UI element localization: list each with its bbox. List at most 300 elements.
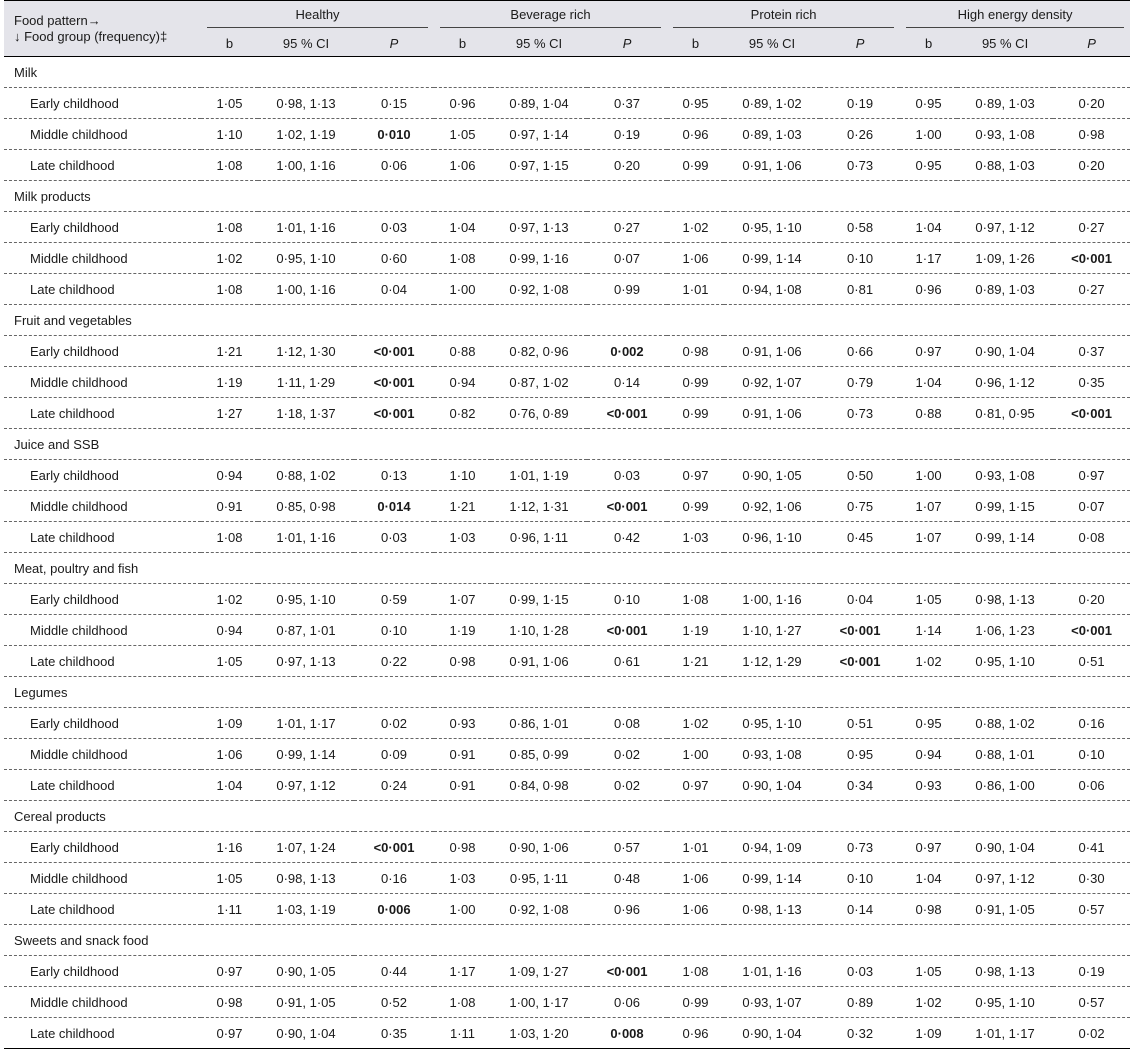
p-value: 0·002 <box>587 336 667 367</box>
category-label: Meat, poultry and fish <box>4 553 1130 584</box>
b-value: 1·17 <box>900 243 957 274</box>
ci-value: 0·88, 1·03 <box>957 150 1053 181</box>
b-value: 0·99 <box>667 367 724 398</box>
ci-value: 0·90, 1·06 <box>491 832 587 863</box>
p-column-header: P <box>622 35 632 51</box>
ci-value: 1·12, 1·31 <box>491 491 587 522</box>
b-value: 1·03 <box>667 522 724 553</box>
row-label: Middle childhood <box>4 243 201 274</box>
table-row <box>4 708 1130 739</box>
ci-value: 0·93, 1·08 <box>724 739 820 770</box>
results-table-container <box>4 0 1112 1049</box>
p-value: 0·13 <box>354 460 434 491</box>
table-row <box>4 336 1130 367</box>
ci-value: 0·91, 1·06 <box>724 150 820 181</box>
ci-value: 0·89, 1·03 <box>957 274 1053 305</box>
ci-value: 1·09, 1·27 <box>491 956 587 987</box>
b-value: 0·98 <box>434 646 491 677</box>
b-value: 0·91 <box>201 491 258 522</box>
b-value: 0·94 <box>434 367 491 398</box>
row-label: Late childhood <box>4 274 201 305</box>
p-value: <0·001 <box>587 615 667 646</box>
ci-value: 1·12, 1·30 <box>258 336 354 367</box>
p-value: 0·19 <box>1053 956 1130 987</box>
ci-value: 0·85, 0·98 <box>258 491 354 522</box>
table-row <box>4 863 1130 894</box>
b-value: 1·02 <box>667 708 724 739</box>
category-row <box>4 57 1130 88</box>
b-value: 1·05 <box>201 863 258 894</box>
results-table <box>4 0 1130 1049</box>
food-group-label: ↓ Food group (frequency)‡ <box>14 28 168 44</box>
p-value: 0·81 <box>820 274 900 305</box>
table-row <box>4 243 1130 274</box>
b-value: 0·93 <box>900 770 957 801</box>
ci-value: 0·95, 1·10 <box>724 708 820 739</box>
p-value: 0·03 <box>354 212 434 243</box>
b-value: 1·05 <box>434 119 491 150</box>
table-row <box>4 522 1130 553</box>
b-value: 0·97 <box>900 832 957 863</box>
ci-value: 0·97, 1·13 <box>491 212 587 243</box>
p-value: 0·35 <box>1053 367 1130 398</box>
ci-value: 0·91, 1·06 <box>491 646 587 677</box>
p-value: 0·09 <box>354 739 434 770</box>
ci-value: 0·81, 0·95 <box>957 398 1053 429</box>
b-value: 1·08 <box>434 243 491 274</box>
p-value: 0·34 <box>820 770 900 801</box>
row-label: Middle childhood <box>4 615 201 646</box>
b-column-header: b <box>225 35 234 51</box>
ci-value: 1·00, 1·17 <box>491 987 587 1018</box>
category-label: Sweets and snack food <box>4 925 1130 956</box>
b-value: 1·21 <box>667 646 724 677</box>
row-label: Late childhood <box>4 522 201 553</box>
ci-value: 0·99, 1·16 <box>491 243 587 274</box>
ci-value: 0·98, 1·13 <box>258 88 354 119</box>
b-value: 1·02 <box>667 212 724 243</box>
b-value: 1·08 <box>201 212 258 243</box>
b-value: 1·08 <box>201 150 258 181</box>
b-value: 1·00 <box>667 739 724 770</box>
category-label: Juice and SSB <box>4 429 1130 460</box>
table-row <box>4 615 1130 646</box>
b-value: 1·11 <box>201 894 258 925</box>
ci-value: 0·76, 0·89 <box>491 398 587 429</box>
b-value: 0·98 <box>667 336 724 367</box>
p-value: 0·99 <box>587 274 667 305</box>
ci-value: 0·97, 1·12 <box>258 770 354 801</box>
b-value: 0·98 <box>434 832 491 863</box>
p-value: 0·98 <box>1053 119 1130 150</box>
b-value: 1·05 <box>900 956 957 987</box>
p-value: 0·20 <box>1053 88 1130 119</box>
ci-value: 0·92, 1·08 <box>491 274 587 305</box>
ci-value: 0·87, 1·01 <box>258 615 354 646</box>
ci-value: 0·89, 1·04 <box>491 88 587 119</box>
p-value: 0·19 <box>587 119 667 150</box>
ci-value: 0·94, 1·08 <box>724 274 820 305</box>
row-header-cell <box>4 1 201 57</box>
b-value: 0·99 <box>667 150 724 181</box>
p-value: 0·03 <box>354 522 434 553</box>
table-row <box>4 584 1130 615</box>
b-value: 0·94 <box>900 739 957 770</box>
b-value: 1·08 <box>434 987 491 1018</box>
ci-column-header: 95 % CI <box>515 35 563 51</box>
row-label: Early childhood <box>4 708 201 739</box>
p-value: 0·73 <box>820 398 900 429</box>
ci-value: 0·89, 1·02 <box>724 88 820 119</box>
b-value: 0·94 <box>201 615 258 646</box>
ci-value: 0·96, 1·11 <box>491 522 587 553</box>
p-value: 0·52 <box>354 987 434 1018</box>
p-value: <0·001 <box>1053 398 1130 429</box>
p-value: <0·001 <box>587 491 667 522</box>
ci-value: 1·10, 1·27 <box>724 615 820 646</box>
row-label: Early childhood <box>4 88 201 119</box>
ci-value: 1·01, 1·16 <box>724 956 820 987</box>
ci-value: 0·94, 1·09 <box>724 832 820 863</box>
b-value: 0·96 <box>434 88 491 119</box>
ci-value: 0·95, 1·10 <box>957 987 1053 1018</box>
ci-value: 0·97, 1·12 <box>957 863 1053 894</box>
p-value: 0·008 <box>587 1018 667 1049</box>
b-value: 1·08 <box>201 522 258 553</box>
category-label: Legumes <box>4 677 1130 708</box>
ci-value: 1·03, 1·19 <box>258 894 354 925</box>
row-label: Early childhood <box>4 832 201 863</box>
b-value: 1·00 <box>900 119 957 150</box>
b-value: 0·95 <box>900 88 957 119</box>
ci-value: 0·88, 1·01 <box>957 739 1053 770</box>
ci-value: 1·07, 1·24 <box>258 832 354 863</box>
table-row <box>4 367 1130 398</box>
ci-value: 0·95, 1·10 <box>258 584 354 615</box>
food-pattern-label: Food pattern→ <box>14 12 101 28</box>
b-value: 1·00 <box>900 460 957 491</box>
ci-value: 0·91, 1·06 <box>724 398 820 429</box>
ci-value: 0·90, 1·04 <box>258 1018 354 1049</box>
b-value: 1·10 <box>434 460 491 491</box>
ci-value: 1·00, 1·16 <box>258 274 354 305</box>
p-value: 0·014 <box>354 491 434 522</box>
b-column-header: b <box>458 35 467 51</box>
table-header <box>4 1 1130 57</box>
p-value: 0·06 <box>587 987 667 1018</box>
category-label: Milk products <box>4 181 1130 212</box>
b-value: 1·06 <box>667 894 724 925</box>
ci-value: 0·93, 1·08 <box>957 119 1053 150</box>
ci-value: 0·88, 1·02 <box>258 460 354 491</box>
b-value: 1·06 <box>667 243 724 274</box>
b-value: 1·16 <box>201 832 258 863</box>
p-value: 0·75 <box>820 491 900 522</box>
b-value: 0·91 <box>434 739 491 770</box>
p-value: 0·95 <box>820 739 900 770</box>
b-value: 1·09 <box>201 708 258 739</box>
ci-column-header: 95 % CI <box>748 35 796 51</box>
p-value: 0·51 <box>820 708 900 739</box>
p-value: 0·60 <box>354 243 434 274</box>
b-value: 1·03 <box>434 522 491 553</box>
p-value: <0·001 <box>354 336 434 367</box>
row-label: Early childhood <box>4 584 201 615</box>
table-row <box>4 1018 1130 1049</box>
b-value: 1·05 <box>900 584 957 615</box>
table-row <box>4 398 1130 429</box>
category-row <box>4 925 1130 956</box>
ci-value: 0·95, 1·10 <box>258 243 354 274</box>
b-value: 1·07 <box>900 522 957 553</box>
p-value: 0·10 <box>820 863 900 894</box>
table-row <box>4 460 1130 491</box>
b-value: 0·97 <box>900 336 957 367</box>
p-value: 0·20 <box>1053 584 1130 615</box>
p-value: 0·20 <box>587 150 667 181</box>
b-value: 0·97 <box>201 1018 258 1049</box>
p-value: 0·26 <box>820 119 900 150</box>
p-value: <0·001 <box>354 367 434 398</box>
b-value: 1·01 <box>667 832 724 863</box>
ci-value: 0·99, 1·15 <box>957 491 1053 522</box>
p-value: 0·02 <box>1053 1018 1130 1049</box>
p-value: 0·04 <box>354 274 434 305</box>
b-value: 1·05 <box>201 88 258 119</box>
ci-value: 0·82, 0·96 <box>491 336 587 367</box>
ci-value: 0·89, 1·03 <box>957 88 1053 119</box>
b-value: 0·97 <box>201 956 258 987</box>
b-value: 1·06 <box>667 863 724 894</box>
pattern-header-healthy: Healthy <box>201 1 434 31</box>
p-value: <0·001 <box>1053 615 1130 646</box>
ci-value: 0·99, 1·14 <box>724 863 820 894</box>
b-value: 1·11 <box>434 1018 491 1049</box>
p-value: 0·15 <box>354 88 434 119</box>
row-label: Middle childhood <box>4 367 201 398</box>
p-value: 0·32 <box>820 1018 900 1049</box>
p-value: 0·06 <box>1053 770 1130 801</box>
ci-value: 1·01, 1·17 <box>957 1018 1053 1049</box>
b-value: 0·98 <box>201 987 258 1018</box>
ci-value: 0·88, 1·02 <box>957 708 1053 739</box>
row-label: Late childhood <box>4 894 201 925</box>
b-value: 1·21 <box>201 336 258 367</box>
table-row <box>4 274 1130 305</box>
p-value: 0·03 <box>820 956 900 987</box>
b-value: 0·82 <box>434 398 491 429</box>
p-value: 0·50 <box>820 460 900 491</box>
ci-value: 0·99, 1·14 <box>957 522 1053 553</box>
ci-value: 1·18, 1·37 <box>258 398 354 429</box>
b-value: 1·03 <box>434 863 491 894</box>
ci-value: 0·97, 1·13 <box>258 646 354 677</box>
p-value: 0·57 <box>1053 894 1130 925</box>
p-value: 0·14 <box>820 894 900 925</box>
b-value: 1·08 <box>201 274 258 305</box>
ci-value: 0·93, 1·07 <box>724 987 820 1018</box>
ci-value: 0·98, 1·13 <box>258 863 354 894</box>
p-value: 0·02 <box>354 708 434 739</box>
ci-value: 0·90, 1·04 <box>957 832 1053 863</box>
row-label: Late childhood <box>4 398 201 429</box>
ci-value: 0·99, 1·15 <box>491 584 587 615</box>
p-value: <0·001 <box>354 398 434 429</box>
b-value: 1·02 <box>201 243 258 274</box>
ci-value: 0·89, 1·03 <box>724 119 820 150</box>
p-value: 0·48 <box>587 863 667 894</box>
p-value: 0·35 <box>354 1018 434 1049</box>
pattern-header-beverage-rich: Beverage rich <box>434 1 667 31</box>
ci-value: 1·11, 1·29 <box>258 367 354 398</box>
ci-value: 0·91, 1·05 <box>258 987 354 1018</box>
p-value: 0·42 <box>587 522 667 553</box>
b-value: 1·04 <box>434 212 491 243</box>
row-label: Middle childhood <box>4 491 201 522</box>
b-value: 1·00 <box>434 894 491 925</box>
b-value: 1·19 <box>434 615 491 646</box>
row-label: Middle childhood <box>4 863 201 894</box>
ci-value: 1·00, 1·16 <box>724 584 820 615</box>
category-row <box>4 181 1130 212</box>
b-value: 0·88 <box>900 398 957 429</box>
b-value: 1·19 <box>201 367 258 398</box>
pattern-header-high-energy-density: High energy density <box>900 1 1130 31</box>
p-value: 0·16 <box>354 863 434 894</box>
ci-value: 0·86, 1·00 <box>957 770 1053 801</box>
pattern-header-protein-rich: Protein rich <box>667 1 900 31</box>
b-value: 0·96 <box>667 119 724 150</box>
category-row <box>4 429 1130 460</box>
p-value: 0·59 <box>354 584 434 615</box>
p-value: 0·10 <box>354 615 434 646</box>
ci-value: 0·84, 0·98 <box>491 770 587 801</box>
ci-column-header: 95 % CI <box>282 35 330 51</box>
p-value: 0·57 <box>587 832 667 863</box>
p-value: 0·73 <box>820 150 900 181</box>
row-label: Late childhood <box>4 150 201 181</box>
row-label: Early childhood <box>4 212 201 243</box>
ci-value: 0·91, 1·06 <box>724 336 820 367</box>
b-value: 1·05 <box>201 646 258 677</box>
p-value: 0·37 <box>587 88 667 119</box>
b-value: 1·19 <box>667 615 724 646</box>
table-row <box>4 491 1130 522</box>
ci-value: 0·96, 1·12 <box>957 367 1053 398</box>
ci-value: 1·00, 1·16 <box>258 150 354 181</box>
b-value: 0·91 <box>434 770 491 801</box>
b-value: 0·97 <box>667 460 724 491</box>
ci-value: 0·96, 1·10 <box>724 522 820 553</box>
row-label: Late childhood <box>4 1018 201 1049</box>
b-value: 1·02 <box>900 646 957 677</box>
p-column-header: P <box>389 35 399 51</box>
ci-value: 0·90, 1·04 <box>724 1018 820 1049</box>
p-value: 0·89 <box>820 987 900 1018</box>
b-value: 1·06 <box>434 150 491 181</box>
b-value: 0·93 <box>434 708 491 739</box>
p-value: 0·66 <box>820 336 900 367</box>
p-value: 0·27 <box>1053 274 1130 305</box>
p-value: 0·27 <box>1053 212 1130 243</box>
table-row <box>4 150 1130 181</box>
b-value: 0·95 <box>900 150 957 181</box>
p-value: <0·001 <box>587 398 667 429</box>
p-value: 0·10 <box>587 584 667 615</box>
p-value: 0·97 <box>1053 460 1130 491</box>
table-row <box>4 212 1130 243</box>
p-value: 0·03 <box>587 460 667 491</box>
row-label: Middle childhood <box>4 739 201 770</box>
ci-value: 0·90, 1·05 <box>258 956 354 987</box>
ci-value: 0·92, 1·08 <box>491 894 587 925</box>
p-value: 0·22 <box>354 646 434 677</box>
row-label: Early childhood <box>4 956 201 987</box>
category-label: Fruit and vegetables <box>4 305 1130 336</box>
b-value: 1·02 <box>900 987 957 1018</box>
p-value: 0·06 <box>354 150 434 181</box>
p-value: 0·20 <box>1053 150 1130 181</box>
category-label: Cereal products <box>4 801 1130 832</box>
p-value: 0·16 <box>1053 708 1130 739</box>
p-value: 0·006 <box>354 894 434 925</box>
b-column-header: b <box>924 35 933 51</box>
ci-value: 1·09, 1·26 <box>957 243 1053 274</box>
b-value: 1·04 <box>900 367 957 398</box>
ci-value: 1·01, 1·16 <box>258 522 354 553</box>
b-value: 1·04 <box>201 770 258 801</box>
ci-value: 1·03, 1·20 <box>491 1018 587 1049</box>
b-value: 1·09 <box>900 1018 957 1049</box>
b-value: 1·10 <box>201 119 258 150</box>
p-column-header: P <box>1087 35 1096 51</box>
p-value: 0·14 <box>587 367 667 398</box>
b-value: 0·96 <box>667 1018 724 1049</box>
ci-value: 1·01, 1·19 <box>491 460 587 491</box>
p-value: 0·73 <box>820 832 900 863</box>
p-value: 0·07 <box>1053 491 1130 522</box>
b-value: 0·88 <box>434 336 491 367</box>
b-value: 0·94 <box>201 460 258 491</box>
p-value: 0·96 <box>587 894 667 925</box>
ci-value: 0·86, 1·01 <box>491 708 587 739</box>
b-value: 1·21 <box>434 491 491 522</box>
b-value: 1·02 <box>201 584 258 615</box>
p-value: 0·44 <box>354 956 434 987</box>
p-value: 0·07 <box>587 243 667 274</box>
p-value: 0·45 <box>820 522 900 553</box>
row-label: Early childhood <box>4 336 201 367</box>
b-value: 1·07 <box>434 584 491 615</box>
b-column-header: b <box>691 35 700 51</box>
p-value: <0·001 <box>354 832 434 863</box>
b-value: 1·27 <box>201 398 258 429</box>
p-value: 0·02 <box>587 770 667 801</box>
ci-value: 0·95, 1·10 <box>957 646 1053 677</box>
b-value: 1·00 <box>434 274 491 305</box>
p-value: 0·30 <box>1053 863 1130 894</box>
p-value: 0·37 <box>1053 336 1130 367</box>
p-value: 0·61 <box>587 646 667 677</box>
p-column-header: P <box>855 35 865 51</box>
ci-value: 0·98, 1·13 <box>957 956 1053 987</box>
p-value: 0·10 <box>820 243 900 274</box>
p-value: 0·02 <box>587 739 667 770</box>
ci-value: 0·98, 1·13 <box>957 584 1053 615</box>
p-value: 0·57 <box>1053 987 1130 1018</box>
b-value: 1·07 <box>900 491 957 522</box>
ci-value: 0·92, 1·06 <box>724 491 820 522</box>
